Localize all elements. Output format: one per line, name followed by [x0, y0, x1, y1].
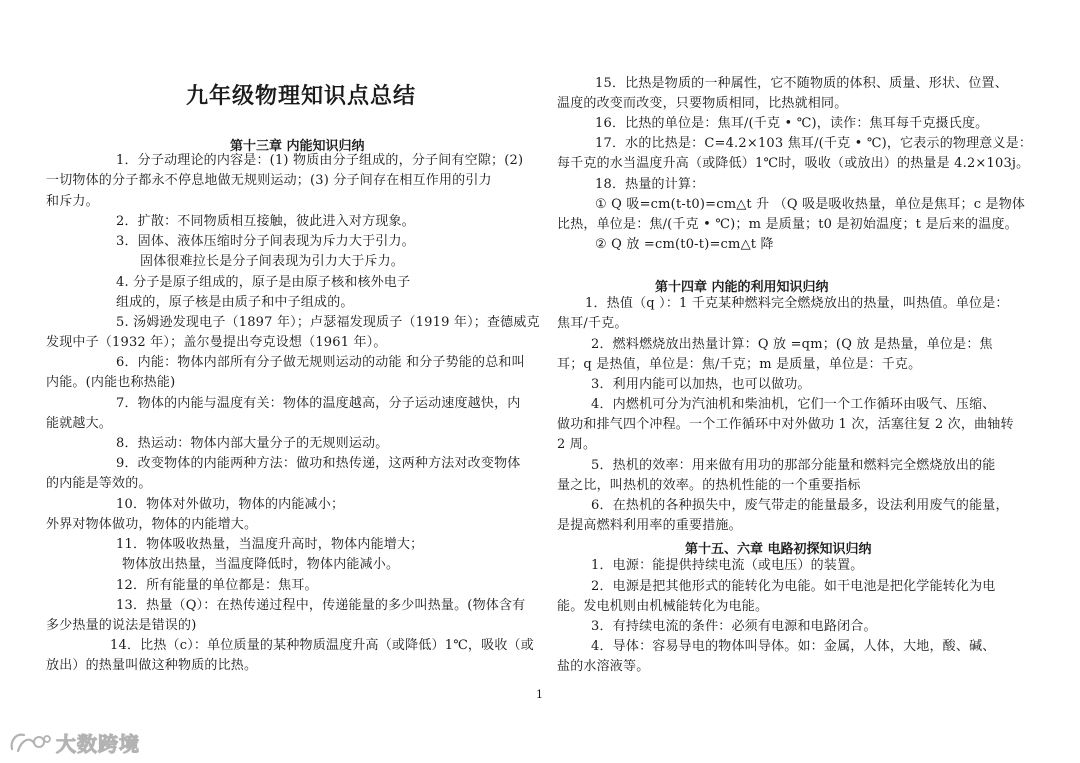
watermark — [8, 728, 140, 757]
text-line: 3．有持续电流的条件：必须有电源和电路闭合。 — [591, 619, 877, 634]
text-line: 组成的，原子核是由质子和中子组成的。 — [116, 295, 354, 310]
text-line: 16．比热的单位是：焦耳/(千克 • ℃)，读作：焦耳每千克摄氏度。 — [595, 116, 989, 131]
text-line: 18．热量的计算： — [595, 177, 705, 192]
text-line: 6．在热机的各种损失中，废气带走的能量最多，设法利用废气的能量， — [591, 498, 1009, 513]
text-line: 2．扩散：不同物质相互接触，彼此进入对方现象。 — [116, 214, 415, 229]
text-line: ① Q 吸=cm(t-t0)=cm△t 升 （Q 吸是吸收热量，单位是焦耳；c 是物体 — [595, 197, 1026, 212]
text-line: 能。发电机则由机械能转化为电能。 — [557, 599, 769, 614]
text-line: 4．导体：容易导电的物体叫导体。如：金属，人体，大地，酸、碱、 — [591, 639, 996, 654]
text-line: 盐的水溶液等。 — [557, 659, 650, 674]
text-line: 物体放出热量，当温度降低时，物体内能减小。 — [122, 557, 400, 572]
text-line: 是提高燃料利用率的重要措施。 — [557, 518, 742, 533]
text-line: 耳；q 是热值，单位是：焦/千克；m 是质量，单位是：千克。 — [557, 357, 922, 372]
text-line: 2．电源是把其他形式的能转化为电能。如干电池是把化学能转化为电 — [591, 579, 996, 594]
text-line: 做功和排气四个冲程。一个工作循环中对外做功 1 次，活塞往复 2 次，曲轴转 — [557, 417, 1014, 432]
text-line: 2．燃料燃烧放出热量计算：Q 放 =qm；(Q 放 是热量，单位是：焦 — [591, 337, 993, 352]
chapter-14-heading: 第十四章 内能的利用知识归纳 — [655, 280, 829, 295]
text-line: 的内能是等效的。 — [46, 476, 152, 491]
text-line: 一切物体的分子都永不停息地做无规则运动；(3) 分子间存在相互作用的引力 — [46, 173, 492, 188]
text-line: 比热，单位是：焦/(千克 • ℃)；m 是质量；t0 是初始温度；t 是后来的温度。 — [557, 217, 1018, 232]
text-line: 内能。(内能也称热能) — [46, 375, 176, 390]
text-line: 1．分子动理论的内容是：(1) 物质由分子组成的，分子间有空隙；(2) — [116, 153, 524, 168]
text-line: 1．电源：能提供持续电流（或电压）的装置。 — [591, 558, 864, 573]
text-line: 3．利用内能可以加热，也可以做功。 — [591, 377, 811, 392]
text-line: 5. 汤姆逊发现电子（1897 年）；卢瑟福发现质子（1919 年）；查德威克 — [116, 315, 540, 330]
text-line: 15．比热是物质的一种属性，它不随物质的体积、质量、形状、位置、 — [595, 76, 1008, 91]
text-line: 8．热运动：物体内部大量分子的无规则运动。 — [116, 436, 389, 451]
text-line: 9．改变物体的内能两种方法：做功和热传递，这两种方法对改变物体 — [116, 456, 521, 471]
text-line: 17．水的比热是：C=4.2×103 焦耳/(千克 • ℃)，它表示的物理意义是： — [595, 136, 1033, 151]
text-line: 10．物体对外做功，物体的内能减小； — [116, 497, 345, 512]
watermark-logo-icon — [8, 729, 52, 757]
text-line: 量之比，叫热机的效率。的热机性能的一个重要指标 — [557, 478, 861, 493]
text-line: 1．热值（q ）：1 千克某种燃料完全燃烧放出的热量，叫热值。单位是： — [585, 296, 1009, 311]
text-line: 12．所有能量的单位都是：焦耳。 — [116, 578, 318, 593]
text-line: 每千克的水当温度升高（或降低）1℃时，吸收（或放出）的热量是 4.2×103j。 — [557, 156, 1030, 171]
text-line: 和斥力。 — [46, 194, 99, 209]
text-line: 3．固体、液体压缩时分子间表现为斥力大于引力。 — [116, 234, 415, 249]
text-line: 13．热量（Q）：在热传递过程中，传递能量的多少叫热量。(物体含有 — [116, 598, 526, 613]
page-number: 1 — [536, 688, 543, 701]
watermark-text: 大数跨境 — [56, 732, 140, 756]
text-line: 温度的改变而改变，只要物质相同，比热就相同。 — [557, 96, 848, 111]
text-line: 固体很难拉长是分子间表现为引力大于斥力。 — [140, 254, 405, 269]
text-line: 放出）的热量叫做这种物质的比热。 — [46, 658, 258, 673]
text-line: 焦耳/千克。 — [557, 316, 628, 331]
text-line: 4. 分子是原子组成的，原子是由原子核和核外电子 — [116, 275, 411, 290]
text-line: 多少热量的说法是错误的) — [46, 618, 197, 633]
text-line: 11．物体吸收热量，当温度升高时，物体内能增大； — [116, 537, 424, 552]
page-title: 九年级物理知识点总结 — [186, 84, 417, 109]
text-line: 6．内能：物体内部所有分子做无规则运动的动能 和分子势能的总和叫 — [116, 355, 525, 370]
text-line: ② Q 放 =cm(t0-t)=cm△t 降 — [595, 237, 774, 252]
chapter-15-16-heading: 第十五、六章 电路初探知识归纳 — [685, 542, 872, 557]
text-line: 5．热机的效率：用来做有用功的那部分能量和燃料完全燃烧放出的能 — [591, 458, 996, 473]
text-line: 7．物体的内能与温度有关：物体的温度越高，分子运动速度越快，内 — [116, 396, 521, 411]
text-line: 14．比热（c）：单位质量的某种物质温度升高（或降低）1℃，吸收（或 — [110, 638, 534, 653]
text-line: 能就越大。 — [46, 416, 113, 431]
text-line: 发现中子（1932 年）；盖尔曼提出夸克设想（1961 年）。 — [46, 335, 387, 350]
chapter-13-heading: 第十三章 内能知识归纳 — [230, 139, 365, 154]
text-line: 4．内燃机可分为汽油机和柴油机，它们一个工作循环由吸气、压缩、 — [591, 397, 996, 412]
text-line: 2 周。 — [557, 437, 597, 452]
text-line: 外界对物体做功，物体的内能增大。 — [46, 517, 258, 532]
